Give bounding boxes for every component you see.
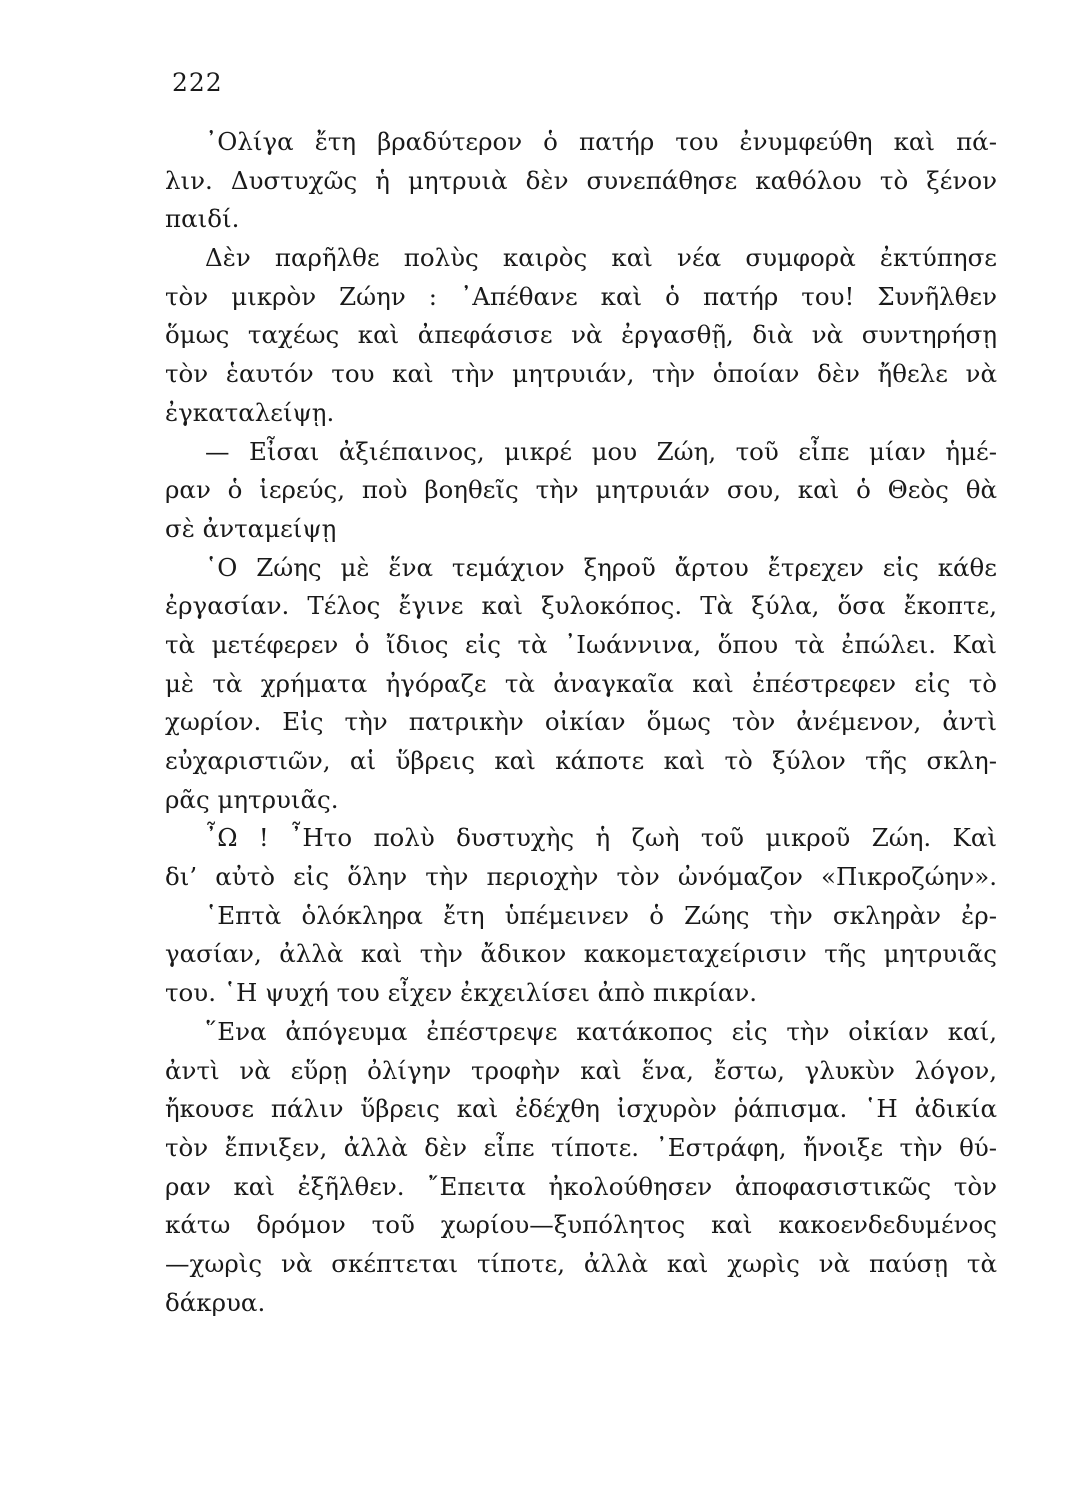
text-line: ραν ὁ ἱερεύς, ποὺ βοηθεῖς τὴν μητρυιάν σου, καὶ ὁ Θεὸς θὰ (165, 475, 997, 505)
text-line: μὲ τὰ χρήματα ἠγόραζε τὰ ἀναγκαῖα καὶ ἐπέστρεφεν εἰς τὸ (165, 668, 997, 698)
text-line: γασίαν, ἀλλὰ καὶ τὴν ἄδικον κακομεταχείρισιν τῆς μητρυιᾶς (165, 939, 997, 969)
text-line: τὸν μικρὸν Ζώην : ᾿Απέθανε καὶ ὁ πατήρ του! Συνῆλθεν (165, 281, 997, 311)
text-line: τὸν ἔπνιξεν, ἀλλὰ δὲν εἶπε τίποτε. ᾿Εστράφη, ἤνοιξε τὴν θύ- (165, 1132, 997, 1162)
text-line: ρᾶς μητρυιᾶς. (165, 784, 339, 814)
text-line: ἐργασίαν. Τέλος ἔγινε καὶ ξυλοκόπος. Τὰ ξύλα, ὅσα ἔκοπτε, (165, 591, 997, 621)
text-line: ῞Ενα ἀπόγευμα ἐπέστρεψε κατάκοπος εἰς τὴν οἰκίαν καί, (205, 1016, 997, 1046)
text-line: παιδί. (165, 204, 240, 234)
text-line: —χωρὶς νὰ σκέπτεται τίποτε, ἀλλὰ καὶ χωρὶς νὰ παύσῃ τὰ (165, 1248, 997, 1278)
text-line: Δὲν παρῆλθε πολὺς καιρὸς καὶ νέα συμφορὰ ἐκτύπησε (205, 243, 997, 273)
text-line: ᾿Ολίγα ἔτη βραδύτερον ὁ πατήρ του ἐνυμφεύθη καὶ πά- (205, 127, 997, 156)
text-line: τὰ μετέφερεν ὁ ἴδιος εἰς τὰ ᾿Ιωάννινα, ὅπου τὰ ἐπώλει. Καὶ (165, 629, 997, 659)
text-line: χωρίον. Εἰς τὴν πατρικὴν οἰκίαν ὅμως τὸν ἀνέμενον, ἀντὶ (165, 707, 997, 737)
text-line: δάκρυα. (165, 1287, 266, 1317)
text-line: τὸν ἑαυτόν του καὶ τὴν μητρυιάν, τὴν ὁποίαν δὲν ἤθελε νὰ (165, 359, 997, 389)
text-line: του. ῾Η ψυχή του εἶχεν ἐκχειλίσει ἀπὸ πικρίαν. (165, 978, 758, 1008)
text-line: κάτω δρόμον τοῦ χωρίου—ξυπόλητος καὶ κακοενδεδυμένος (165, 1210, 997, 1240)
text-line: ἤκουσε πάλιν ὕβρεις καὶ ἐδέχθη ἰσχυρὸν ῥάπισμα. ῾Η ἀδικία (165, 1094, 997, 1124)
text-line: λιν. Δυστυχῶς ἡ μητρυιὰ δὲν συνεπάθησε καθόλου τὸ ξένον (165, 165, 997, 195)
text-line: εὐχαριστιῶν, αἱ ὕβρεις καὶ κάποτε καὶ τὸ ξύλον τῆς σκλη- (165, 746, 997, 775)
text-line: — Εἶσαι ἀξιέπαινος, μικρέ μου Ζώη, τοῦ εἶπε μίαν ἡμέ- (205, 436, 997, 466)
text-line: σὲ ἀνταμείψῃ (165, 513, 337, 543)
text-line: ἀντὶ νὰ εὕρῃ ὀλίγην τροφὴν καὶ ἕνα, ἔστω, γλυκὺν λόγον, (165, 1055, 997, 1085)
body-text (165, 123, 997, 1322)
text-line: δι’ αὐτὸ εἰς ὅλην τὴν περιοχὴν τὸν ὠνόμαζον «Πικροζώην». (165, 862, 997, 892)
page-number: 222 (172, 68, 223, 97)
text-line: ῾Ο Ζώης μὲ ἕνα τεμάχιον ξηροῦ ἄρτου ἔτρεχεν εἰς κάθε (205, 552, 997, 582)
text-line: ῾Επτὰ ὁλόκληρα ἔτη ὑπέμεινεν ὁ Ζώης τὴν σκληρὰν ἐρ- (205, 900, 997, 930)
text-line: ἐγκαταλείψῃ. (165, 397, 335, 427)
text-line: ραν καὶ ἐξῆλθεν. ῎Επειτα ἠκολούθησεν ἀποφασιστικῶς τὸν (165, 1171, 997, 1201)
text-line: ὅμως ταχέως καὶ ἀπεφάσισε νὰ ἐργασθῇ, διὰ νὰ συντηρήσῃ (165, 320, 997, 350)
text-line: ῏Ω ! ῏Ητο πολὺ δυστυχὴς ἡ ζωὴ τοῦ μικροῦ Ζώη. Καὶ (205, 823, 997, 853)
